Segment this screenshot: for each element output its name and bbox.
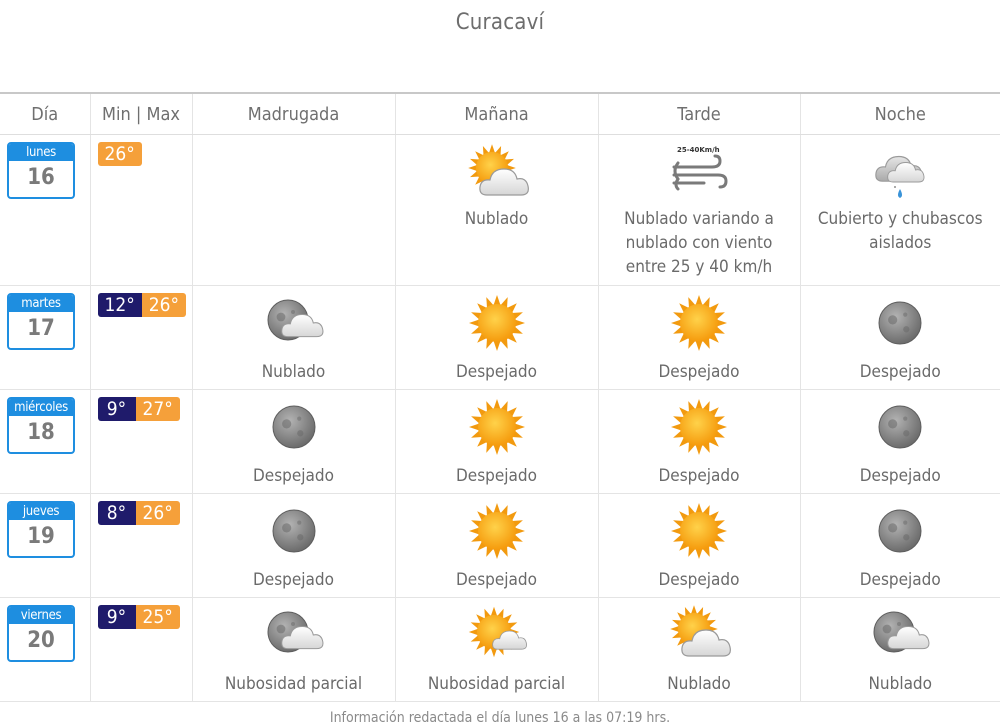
temp-min: 9° bbox=[98, 605, 136, 629]
day-card bbox=[7, 293, 75, 350]
day-card bbox=[7, 142, 75, 199]
day-name: martes bbox=[9, 295, 73, 312]
temp-min: 12° bbox=[98, 293, 142, 317]
temps-cell bbox=[90, 598, 192, 702]
header-day: Día bbox=[0, 93, 90, 135]
period-madrugada bbox=[192, 598, 395, 702]
day-number: 19 bbox=[9, 520, 73, 556]
day-card bbox=[7, 397, 75, 454]
period-manana bbox=[395, 390, 598, 494]
moon-cloud-icon bbox=[259, 290, 329, 356]
day-cell bbox=[0, 598, 90, 702]
day-name: miércoles bbox=[9, 399, 73, 416]
period-madrugada bbox=[192, 135, 395, 286]
moon-cloud-icon bbox=[865, 602, 935, 668]
day-cell bbox=[0, 135, 90, 286]
period-tarde bbox=[598, 135, 800, 286]
day-card bbox=[7, 501, 75, 558]
period-madrugada bbox=[192, 286, 395, 390]
wind-icon bbox=[664, 141, 734, 207]
period-noche bbox=[800, 598, 1000, 702]
sun-icon bbox=[664, 394, 734, 460]
sun-icon bbox=[664, 290, 734, 356]
sun-icon bbox=[462, 394, 532, 460]
period-manana bbox=[395, 286, 598, 390]
temps bbox=[98, 501, 192, 525]
city-title: Curacaví bbox=[0, 10, 1000, 35]
period-label: Nublado bbox=[396, 207, 598, 231]
period-manana bbox=[395, 598, 598, 702]
period-tarde bbox=[598, 286, 800, 390]
sun-icon bbox=[462, 498, 532, 564]
period-label: Despejado bbox=[801, 464, 1000, 488]
footer-note: Información redactada el día lunes 16 a las 07:19 hrs. bbox=[0, 710, 1000, 726]
period-label: Despejado bbox=[599, 360, 800, 384]
moon-icon bbox=[865, 290, 935, 356]
period-madrugada bbox=[192, 494, 395, 598]
table-row bbox=[0, 598, 1000, 702]
moon-icon bbox=[865, 394, 935, 460]
temps-cell bbox=[90, 135, 192, 286]
header-tarde: Tarde bbox=[598, 93, 800, 135]
table-row bbox=[0, 135, 1000, 286]
sun-icon bbox=[664, 498, 734, 564]
period-label: Cubierto y chubascos aislados bbox=[801, 207, 1000, 255]
day-cell bbox=[0, 494, 90, 598]
header-row bbox=[0, 93, 1000, 135]
period-label: Despejado bbox=[193, 568, 395, 592]
period-tarde bbox=[598, 494, 800, 598]
day-cell bbox=[0, 390, 90, 494]
wind-speed-badge: 25-40Km/h bbox=[677, 146, 720, 154]
header-minmax: Min | Max bbox=[90, 93, 192, 135]
temps bbox=[98, 142, 192, 166]
temps bbox=[98, 397, 192, 421]
period-noche bbox=[800, 135, 1000, 286]
day-cell bbox=[0, 286, 90, 390]
temp-max: 26° bbox=[136, 501, 180, 525]
temp-max: 26° bbox=[98, 142, 142, 166]
partly-cloudy-icon bbox=[664, 602, 734, 668]
temp-max: 26° bbox=[142, 293, 186, 317]
day-number: 20 bbox=[9, 624, 73, 660]
period-label: Despejado bbox=[801, 360, 1000, 384]
period-label: Nubosidad parcial bbox=[396, 672, 598, 696]
day-number: 18 bbox=[9, 416, 73, 452]
period-noche bbox=[800, 390, 1000, 494]
moon-icon bbox=[259, 394, 329, 460]
moon-icon bbox=[259, 498, 329, 564]
period-noche bbox=[800, 286, 1000, 390]
table-row bbox=[0, 494, 1000, 598]
period-label: Despejado bbox=[396, 464, 598, 488]
period-label: Nublado bbox=[801, 672, 1000, 696]
period-label: Nublado bbox=[193, 360, 395, 384]
period-madrugada bbox=[192, 390, 395, 494]
period-label: Despejado bbox=[396, 568, 598, 592]
header-manana: Mañana bbox=[395, 93, 598, 135]
temps-cell bbox=[90, 286, 192, 390]
table-row bbox=[0, 286, 1000, 390]
period-tarde bbox=[598, 598, 800, 702]
day-number: 16 bbox=[9, 161, 73, 197]
day-name: jueves bbox=[9, 503, 73, 520]
moon-icon bbox=[865, 498, 935, 564]
temps-cell bbox=[90, 390, 192, 494]
day-card bbox=[7, 605, 75, 662]
period-manana bbox=[395, 494, 598, 598]
period-label: Nublado bbox=[599, 672, 800, 696]
rain-shower-icon bbox=[865, 141, 935, 207]
period-label: Nubosidad parcial bbox=[193, 672, 395, 696]
sun-icon bbox=[462, 290, 532, 356]
temp-max: 25° bbox=[136, 605, 180, 629]
sun-small-cloud-icon bbox=[462, 602, 532, 668]
temps bbox=[98, 293, 192, 317]
temp-max: 27° bbox=[136, 397, 180, 421]
temp-min: 8° bbox=[98, 501, 136, 525]
period-label: Despejado bbox=[599, 464, 800, 488]
header-madrugada: Madrugada bbox=[192, 93, 395, 135]
period-label: Despejado bbox=[193, 464, 395, 488]
period-manana bbox=[395, 135, 598, 286]
header-noche: Noche bbox=[800, 93, 1000, 135]
temps bbox=[98, 605, 192, 629]
temps-cell bbox=[90, 494, 192, 598]
day-number: 17 bbox=[9, 312, 73, 348]
period-label: Despejado bbox=[801, 568, 1000, 592]
partly-cloudy-icon bbox=[462, 141, 532, 207]
forecast-table bbox=[0, 92, 1000, 702]
period-tarde bbox=[598, 390, 800, 494]
table-row bbox=[0, 390, 1000, 494]
period-noche bbox=[800, 494, 1000, 598]
period-label: Despejado bbox=[396, 360, 598, 384]
moon-cloud-icon bbox=[259, 602, 329, 668]
day-name: lunes bbox=[9, 144, 73, 161]
period-label: Despejado bbox=[599, 568, 800, 592]
day-name: viernes bbox=[9, 607, 73, 624]
period-label: Nublado variando a nublado con viento entre 25 y 40 km/h bbox=[599, 207, 800, 279]
temp-min: 9° bbox=[98, 397, 136, 421]
